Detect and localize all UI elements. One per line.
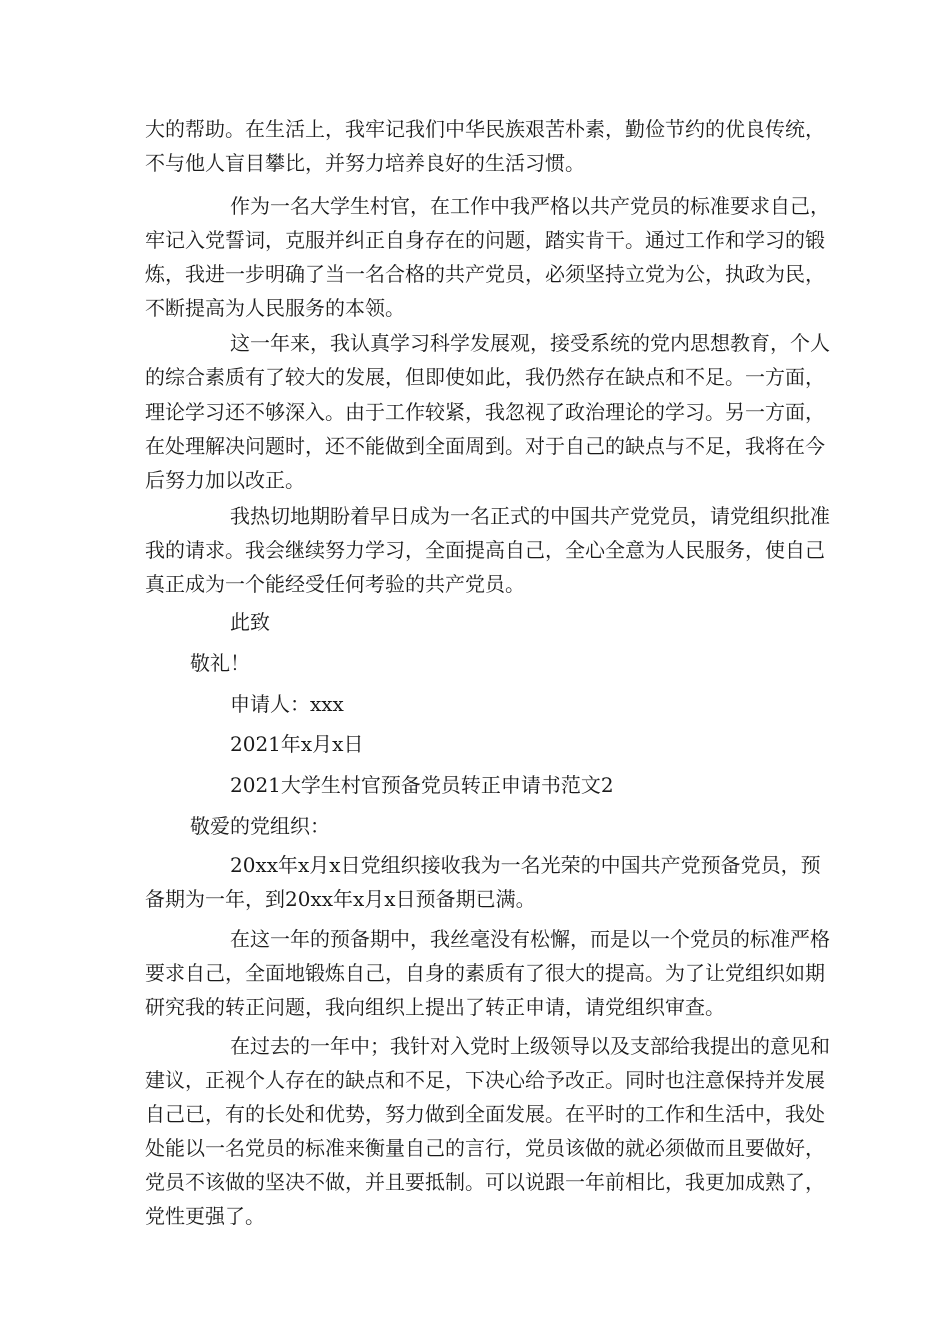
paragraph-line: 的综合素质有了较大的发展，但即使如此，我仍然存在缺点和不足。一方面， — [145, 365, 825, 389]
closing-text: 此致 — [230, 610, 270, 634]
paragraph-line: 建议，正视个人存在的缺点和不足，下决心给予改正。同时也注意保持并发展 — [145, 1068, 825, 1092]
paragraph-line: 20xx年x月x日党组织接收我为一名光荣的中国共产党预备党员，预 — [230, 853, 821, 877]
section-title: 2021大学生村官预备党员转正申请书范文2 — [230, 773, 614, 797]
paragraph-line: 处能以一名党员的标准来衡量自己的言行，党员该做的就必须做而且要做好， — [145, 1136, 825, 1160]
paragraph-line: 作为一名大学生村官，在工作中我严格以共产党员的标准要求自己， — [230, 194, 830, 218]
paragraph-line: 要求自己，全面地锻炼自己，自身的素质有了很大的提高。为了让党组织如期 — [145, 961, 825, 985]
paragraph-line: 党员不该做的坚决不做，并且要抵制。可以说跟一年前相比，我更加成熟了， — [145, 1170, 825, 1194]
paragraph-line: 炼，我进一步明确了当一名合格的共产党员，必须坚持立党为公，执政为民， — [145, 262, 825, 286]
paragraph-line: 理论学习还不够深入。由于工作较紧，我忽视了政治理论的学习。另一方面， — [145, 400, 825, 424]
paragraph-line: 备期为一年，到20xx年x月x日预备期已满。 — [145, 887, 536, 911]
paragraph-line: 不断提高为人民服务的本领。 — [145, 296, 405, 320]
paragraph-line: 自己已，有的长处和优势，努力做到全面发展。在平时的工作和生活中，我处 — [145, 1102, 825, 1126]
paragraph-line: 研究我的转正问题，我向组织上提出了转正申请，请党组织审查。 — [145, 995, 725, 1019]
paragraph-line: 后努力加以改正。 — [145, 468, 305, 492]
paragraph-line: 真正成为一个能经受任何考验的共产党员。 — [145, 572, 525, 596]
paragraph-line: 在过去的一年中；我针对入党时上级领导以及支部给我提出的意见和 — [230, 1034, 830, 1058]
paragraph-line: 我热切地期盼着早日成为一名正式的中国共产党党员，请党组织批准 — [230, 504, 830, 528]
greeting-text: 敬爱的党组织： — [190, 814, 330, 838]
paragraph-line: 党性更强了。 — [145, 1204, 265, 1228]
paragraph-line: 这一年来，我认真学习科学发展观，接受系统的党内思想教育，个人 — [230, 331, 830, 355]
signature-date: 2021年x月x日 — [230, 732, 364, 756]
paragraph-line: 我的请求。我会继续努力学习，全面提高自己，全心全意为人民服务，使自己 — [145, 538, 825, 562]
paragraph-line: 大的帮助。在生活上，我牢记我们中华民族艰苦朴素，勤俭节约的优良传统， — [145, 117, 825, 141]
paragraph-line: 不与他人盲目攀比，并努力培养良好的生活习惯。 — [145, 151, 585, 175]
paragraph-line: 在处理解决问题时，还不能做到全面周到。对于自己的缺点与不足，我将在今 — [145, 434, 825, 458]
paragraph-line: 牢记入党誓词，克服并纠正自身存在的问题，踏实肯干。通过工作和学习的锻 — [145, 228, 825, 252]
applicant-name: 申请人：xxx — [230, 692, 344, 716]
salute-text: 敬礼！ — [190, 651, 250, 675]
paragraph-line: 在这一年的预备期中，我丝毫没有松懈，而是以一个党员的标准严格 — [230, 927, 830, 951]
